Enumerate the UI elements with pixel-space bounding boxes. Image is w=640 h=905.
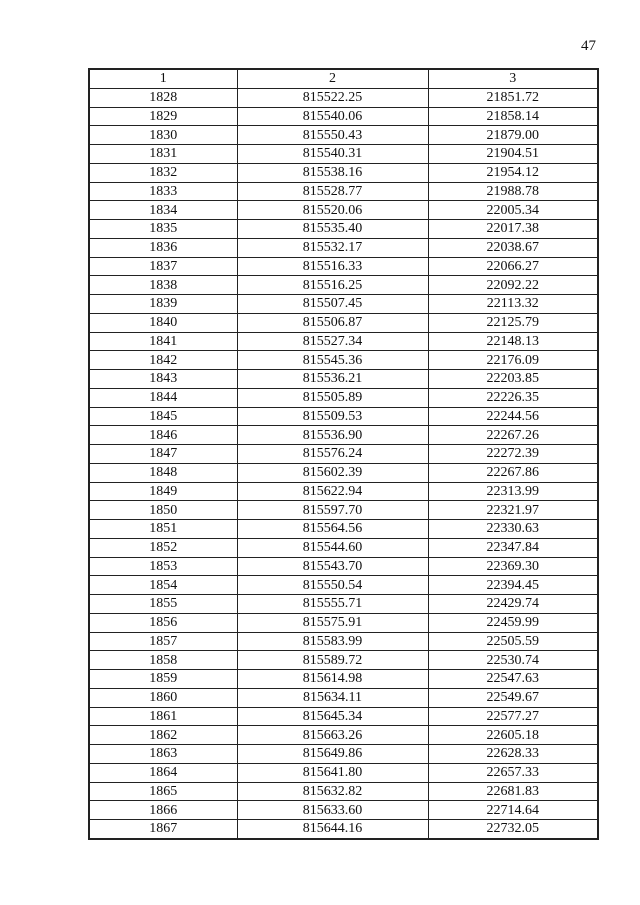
table-row (89, 351, 598, 370)
point-number-cell: 1867 (89, 820, 237, 839)
x-coordinate-cell: 815522.25 (237, 88, 428, 107)
y-coordinate-cell: 21858.14 (428, 107, 598, 126)
table-row (89, 501, 598, 520)
point-number-cell: 1836 (89, 238, 237, 257)
y-coordinate-cell: 22547.63 (428, 670, 598, 689)
point-number-cell: 1840 (89, 313, 237, 332)
x-coordinate-cell: 815663.26 (237, 726, 428, 745)
point-number-cell: 1830 (89, 126, 237, 145)
point-number-cell: 1856 (89, 613, 237, 632)
table-row (89, 295, 598, 314)
table-row (89, 313, 598, 332)
table-row (89, 126, 598, 145)
point-number-cell: 1855 (89, 595, 237, 614)
x-coordinate-cell: 815645.34 (237, 707, 428, 726)
page-number: 47 (581, 38, 596, 54)
y-coordinate-cell: 22113.32 (428, 295, 598, 314)
point-number-cell: 1843 (89, 370, 237, 389)
column-header-3: 3 (428, 69, 598, 88)
y-coordinate-cell: 21954.12 (428, 163, 598, 182)
point-number-cell: 1865 (89, 782, 237, 801)
y-coordinate-cell: 22092.22 (428, 276, 598, 295)
point-number-cell: 1841 (89, 332, 237, 351)
x-coordinate-cell: 815634.11 (237, 688, 428, 707)
x-coordinate-cell: 815506.87 (237, 313, 428, 332)
point-number-cell: 1831 (89, 145, 237, 164)
table-row (89, 782, 598, 801)
x-coordinate-cell: 815555.71 (237, 595, 428, 614)
y-coordinate-cell: 22369.30 (428, 557, 598, 576)
point-number-cell: 1835 (89, 220, 237, 239)
table-row (89, 370, 598, 389)
x-coordinate-cell: 815532.17 (237, 238, 428, 257)
header-row (89, 69, 598, 88)
table-row (89, 801, 598, 820)
y-coordinate-cell: 22267.86 (428, 463, 598, 482)
y-coordinate-cell: 22313.99 (428, 482, 598, 501)
y-coordinate-cell: 22038.67 (428, 238, 598, 257)
point-number-cell: 1851 (89, 520, 237, 539)
point-number-cell: 1832 (89, 163, 237, 182)
y-coordinate-cell: 22628.33 (428, 745, 598, 764)
x-coordinate-cell: 815602.39 (237, 463, 428, 482)
y-coordinate-cell: 22429.74 (428, 595, 598, 614)
table-header (89, 69, 598, 88)
point-number-cell: 1833 (89, 182, 237, 201)
point-number-cell: 1854 (89, 576, 237, 595)
table-row (89, 257, 598, 276)
y-coordinate-cell: 21879.00 (428, 126, 598, 145)
table-row (89, 220, 598, 239)
point-number-cell: 1845 (89, 407, 237, 426)
y-coordinate-cell: 22347.84 (428, 538, 598, 557)
x-coordinate-cell: 815633.60 (237, 801, 428, 820)
table-row (89, 332, 598, 351)
y-coordinate-cell: 22394.45 (428, 576, 598, 595)
y-coordinate-cell: 22272.39 (428, 445, 598, 464)
y-coordinate-cell: 22459.99 (428, 613, 598, 632)
x-coordinate-cell: 815543.70 (237, 557, 428, 576)
table-body (89, 88, 598, 839)
point-number-cell: 1844 (89, 388, 237, 407)
x-coordinate-cell: 815550.43 (237, 126, 428, 145)
x-coordinate-cell: 815507.45 (237, 295, 428, 314)
column-header-2: 2 (237, 69, 428, 88)
point-number-cell: 1829 (89, 107, 237, 126)
point-number-cell: 1863 (89, 745, 237, 764)
table-row (89, 688, 598, 707)
table-row (89, 407, 598, 426)
y-coordinate-cell: 22125.79 (428, 313, 598, 332)
table-row (89, 595, 598, 614)
point-number-cell: 1858 (89, 651, 237, 670)
table-row (89, 238, 598, 257)
x-coordinate-cell: 815538.16 (237, 163, 428, 182)
table-row (89, 576, 598, 595)
point-number-cell: 1846 (89, 426, 237, 445)
table-row (89, 482, 598, 501)
y-coordinate-cell: 22176.09 (428, 351, 598, 370)
point-number-cell: 1839 (89, 295, 237, 314)
y-coordinate-cell: 22530.74 (428, 651, 598, 670)
point-number-cell: 1864 (89, 763, 237, 782)
point-number-cell: 1862 (89, 726, 237, 745)
x-coordinate-cell: 815509.53 (237, 407, 428, 426)
x-coordinate-cell: 815575.91 (237, 613, 428, 632)
table-row (89, 388, 598, 407)
y-coordinate-cell: 22714.64 (428, 801, 598, 820)
x-coordinate-cell: 815536.21 (237, 370, 428, 389)
point-number-cell: 1842 (89, 351, 237, 370)
table-row (89, 651, 598, 670)
x-coordinate-cell: 815528.77 (237, 182, 428, 201)
y-coordinate-cell: 22066.27 (428, 257, 598, 276)
point-number-cell: 1860 (89, 688, 237, 707)
y-coordinate-cell: 22148.13 (428, 332, 598, 351)
y-coordinate-cell: 21904.51 (428, 145, 598, 164)
y-coordinate-cell: 22549.67 (428, 688, 598, 707)
y-coordinate-cell: 22005.34 (428, 201, 598, 220)
point-number-cell: 1847 (89, 445, 237, 464)
x-coordinate-cell: 815520.06 (237, 201, 428, 220)
table-row (89, 107, 598, 126)
column-header-1: 1 (89, 69, 237, 88)
x-coordinate-cell: 815550.54 (237, 576, 428, 595)
y-coordinate-cell: 22330.63 (428, 520, 598, 539)
point-number-cell: 1859 (89, 670, 237, 689)
x-coordinate-cell: 815597.70 (237, 501, 428, 520)
x-coordinate-cell: 815535.40 (237, 220, 428, 239)
table-row (89, 463, 598, 482)
table-row (89, 763, 598, 782)
point-number-cell: 1850 (89, 501, 237, 520)
table-row (89, 613, 598, 632)
point-number-cell: 1857 (89, 632, 237, 651)
table-row (89, 182, 598, 201)
table-row (89, 163, 598, 182)
point-number-cell: 1837 (89, 257, 237, 276)
x-coordinate-cell: 815540.06 (237, 107, 428, 126)
table-row (89, 520, 598, 539)
point-number-cell: 1828 (89, 88, 237, 107)
point-number-cell: 1849 (89, 482, 237, 501)
y-coordinate-cell: 22321.97 (428, 501, 598, 520)
table-row (89, 707, 598, 726)
y-coordinate-cell: 22605.18 (428, 726, 598, 745)
point-number-cell: 1866 (89, 801, 237, 820)
y-coordinate-cell: 22505.59 (428, 632, 598, 651)
table-row (89, 145, 598, 164)
x-coordinate-cell: 815527.34 (237, 332, 428, 351)
table-row (89, 426, 598, 445)
y-coordinate-cell: 22657.33 (428, 763, 598, 782)
table-row (89, 745, 598, 764)
y-coordinate-cell: 22226.35 (428, 388, 598, 407)
x-coordinate-cell: 815649.86 (237, 745, 428, 764)
table-row (89, 201, 598, 220)
y-coordinate-cell: 22244.56 (428, 407, 598, 426)
x-coordinate-cell: 815536.90 (237, 426, 428, 445)
y-coordinate-cell: 22577.27 (428, 707, 598, 726)
y-coordinate-cell: 22732.05 (428, 820, 598, 839)
x-coordinate-cell: 815540.31 (237, 145, 428, 164)
x-coordinate-cell: 815589.72 (237, 651, 428, 670)
x-coordinate-cell: 815505.89 (237, 388, 428, 407)
point-number-cell: 1852 (89, 538, 237, 557)
point-number-cell: 1853 (89, 557, 237, 576)
coordinate-table-container (88, 68, 597, 840)
y-coordinate-cell: 22267.26 (428, 426, 598, 445)
x-coordinate-cell: 815632.82 (237, 782, 428, 801)
point-number-cell: 1834 (89, 201, 237, 220)
x-coordinate-cell: 815545.36 (237, 351, 428, 370)
table-row (89, 632, 598, 651)
table-row (89, 820, 598, 839)
x-coordinate-cell: 815614.98 (237, 670, 428, 689)
x-coordinate-cell: 815516.25 (237, 276, 428, 295)
y-coordinate-cell: 22203.85 (428, 370, 598, 389)
table-row (89, 557, 598, 576)
x-coordinate-cell: 815576.24 (237, 445, 428, 464)
table-row (89, 276, 598, 295)
y-coordinate-cell: 22681.83 (428, 782, 598, 801)
table-row (89, 538, 598, 557)
coordinate-table (88, 68, 599, 840)
x-coordinate-cell: 815564.56 (237, 520, 428, 539)
y-coordinate-cell: 21988.78 (428, 182, 598, 201)
point-number-cell: 1861 (89, 707, 237, 726)
x-coordinate-cell: 815641.80 (237, 763, 428, 782)
point-number-cell: 1838 (89, 276, 237, 295)
point-number-cell: 1848 (89, 463, 237, 482)
x-coordinate-cell: 815516.33 (237, 257, 428, 276)
x-coordinate-cell: 815622.94 (237, 482, 428, 501)
table-row (89, 670, 598, 689)
y-coordinate-cell: 21851.72 (428, 88, 598, 107)
x-coordinate-cell: 815644.16 (237, 820, 428, 839)
y-coordinate-cell: 22017.38 (428, 220, 598, 239)
table-row (89, 88, 598, 107)
x-coordinate-cell: 815544.60 (237, 538, 428, 557)
table-row (89, 726, 598, 745)
x-coordinate-cell: 815583.99 (237, 632, 428, 651)
table-row (89, 445, 598, 464)
